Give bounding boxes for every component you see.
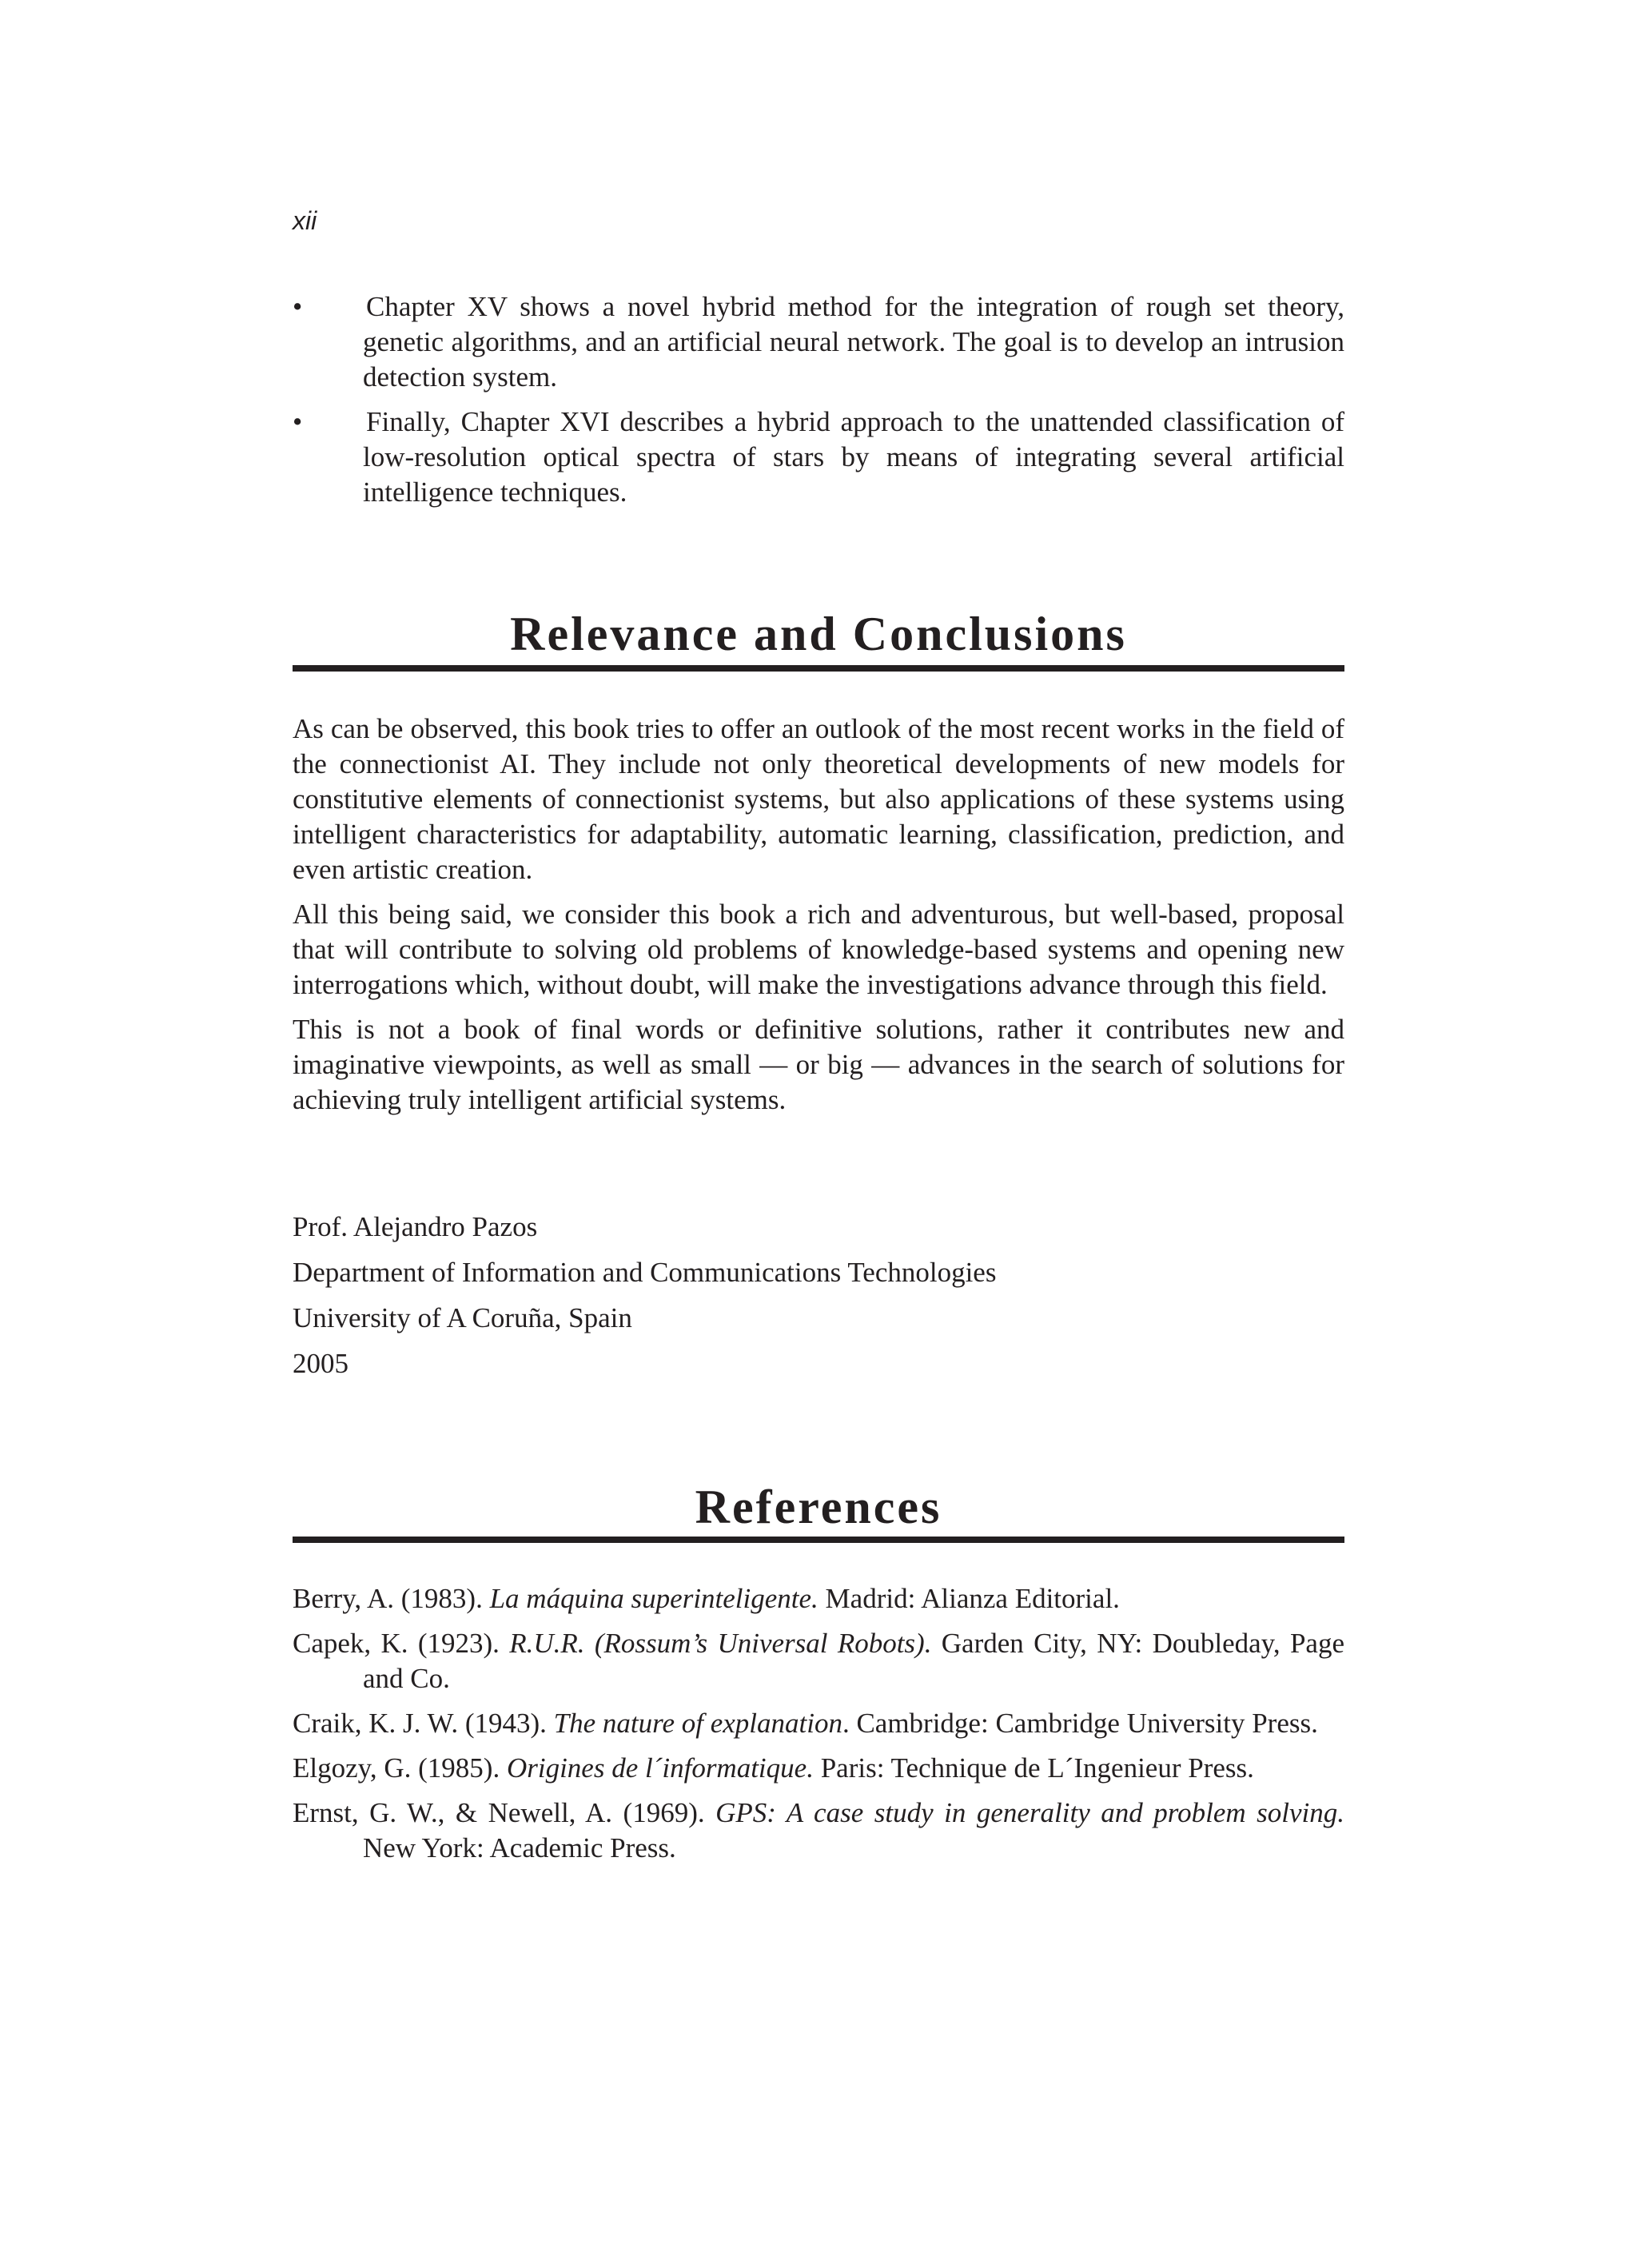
- author-department: Department of Information and Communications Technologies: [293, 1257, 997, 1288]
- references-heading: References: [695, 1481, 942, 1533]
- author-university: University of A Coruña, Spain: [293, 1302, 632, 1333]
- relevance-heading: Relevance and Conclusions: [510, 608, 1127, 660]
- reference-authors: Capek, K. (1923).: [293, 1628, 510, 1659]
- reference-publisher: . Cambridge: Cambridge University Press.: [842, 1708, 1318, 1739]
- reference-publisher: New York: Academic Press.: [363, 1832, 676, 1863]
- reference-title: GPS: A case study in generality and problem solving.: [715, 1797, 1345, 1828]
- paragraph: As can be observed, this book tries to offer an outlook of the most recent works in the field of the connectionist AI. They include not only theoretical developments of new models for constitutive elements of connectionist systems, but also applications of these systems using intelligent characteristics for adaptability, automatic learning, classification, prediction, and even artistic creation.: [293, 713, 1344, 885]
- reference-title: R.U.R. (Rossum’s Universal Robots).: [509, 1628, 932, 1659]
- page-number: xii: [293, 206, 317, 235]
- chapter-summary-list: [293, 289, 1344, 520]
- list-item-text: Finally, Chapter XVI describes a hybrid approach to the unattended classification of low-resolution optical spectra of stars by means of integrating several artificial intelligence techniques.: [363, 406, 1344, 508]
- bullet-icon: •: [293, 406, 303, 437]
- heading-rule: [293, 1537, 1344, 1543]
- paragraph: This is not a book of final words or definitive solutions, rather it contributes new and imaginative viewpoints, as well as small — or big — advances in the search of solutions for achieving truly intelligent artificial systems.: [293, 1014, 1344, 1115]
- reference-item: [293, 1626, 1344, 1696]
- heading-rule: [293, 665, 1344, 672]
- reference-authors: Ernst, G. W., & Newell, A. (1969).: [293, 1797, 716, 1828]
- author-signature-block: [293, 1210, 1344, 1392]
- list-item: [293, 289, 1344, 395]
- list-item: [293, 405, 1344, 510]
- reference-publisher: Paris: Technique de L´Ingenieur Press.: [813, 1752, 1254, 1784]
- reference-authors: Craik, K. J. W. (1943).: [293, 1708, 554, 1739]
- reference-title: La máquina superinteligente.: [489, 1583, 818, 1614]
- list-item-text: Chapter XV shows a novel hybrid method for the integration of rough set theory, genetic algorithms, and an artificial neural network. The goal is to develop an intrusion detection system.: [363, 291, 1344, 393]
- reference-item: [293, 1796, 1344, 1866]
- reference-authors: Berry, A. (1983).: [293, 1583, 490, 1614]
- reference-list: [293, 1581, 1344, 1875]
- reference-publisher: Garden City, NY: Doubleday, Page and Co.: [363, 1628, 1344, 1694]
- reference-title: Origines de l´informatique.: [506, 1752, 814, 1784]
- reference-title: The nature of explanation: [553, 1708, 842, 1739]
- reference-item: [293, 1581, 1344, 1616]
- reference-item: [293, 1751, 1344, 1786]
- reference-item: [293, 1706, 1344, 1741]
- relevance-body: [293, 711, 1344, 1127]
- paragraph: All this being said, we consider this book a rich and adventurous, but well-based, proposal that will contribute to solving old problems of knowledge-based systems and opening new interrogations which, without doubt, will make the investigations advance through this field.: [293, 899, 1344, 1000]
- author-name: Prof. Alejandro Pazos: [293, 1211, 538, 1242]
- reference-publisher: Madrid: Alianza Editorial.: [818, 1583, 1120, 1614]
- bullet-icon: •: [293, 291, 303, 322]
- author-year: 2005: [293, 1348, 349, 1379]
- reference-authors: Elgozy, G. (1985).: [293, 1752, 507, 1784]
